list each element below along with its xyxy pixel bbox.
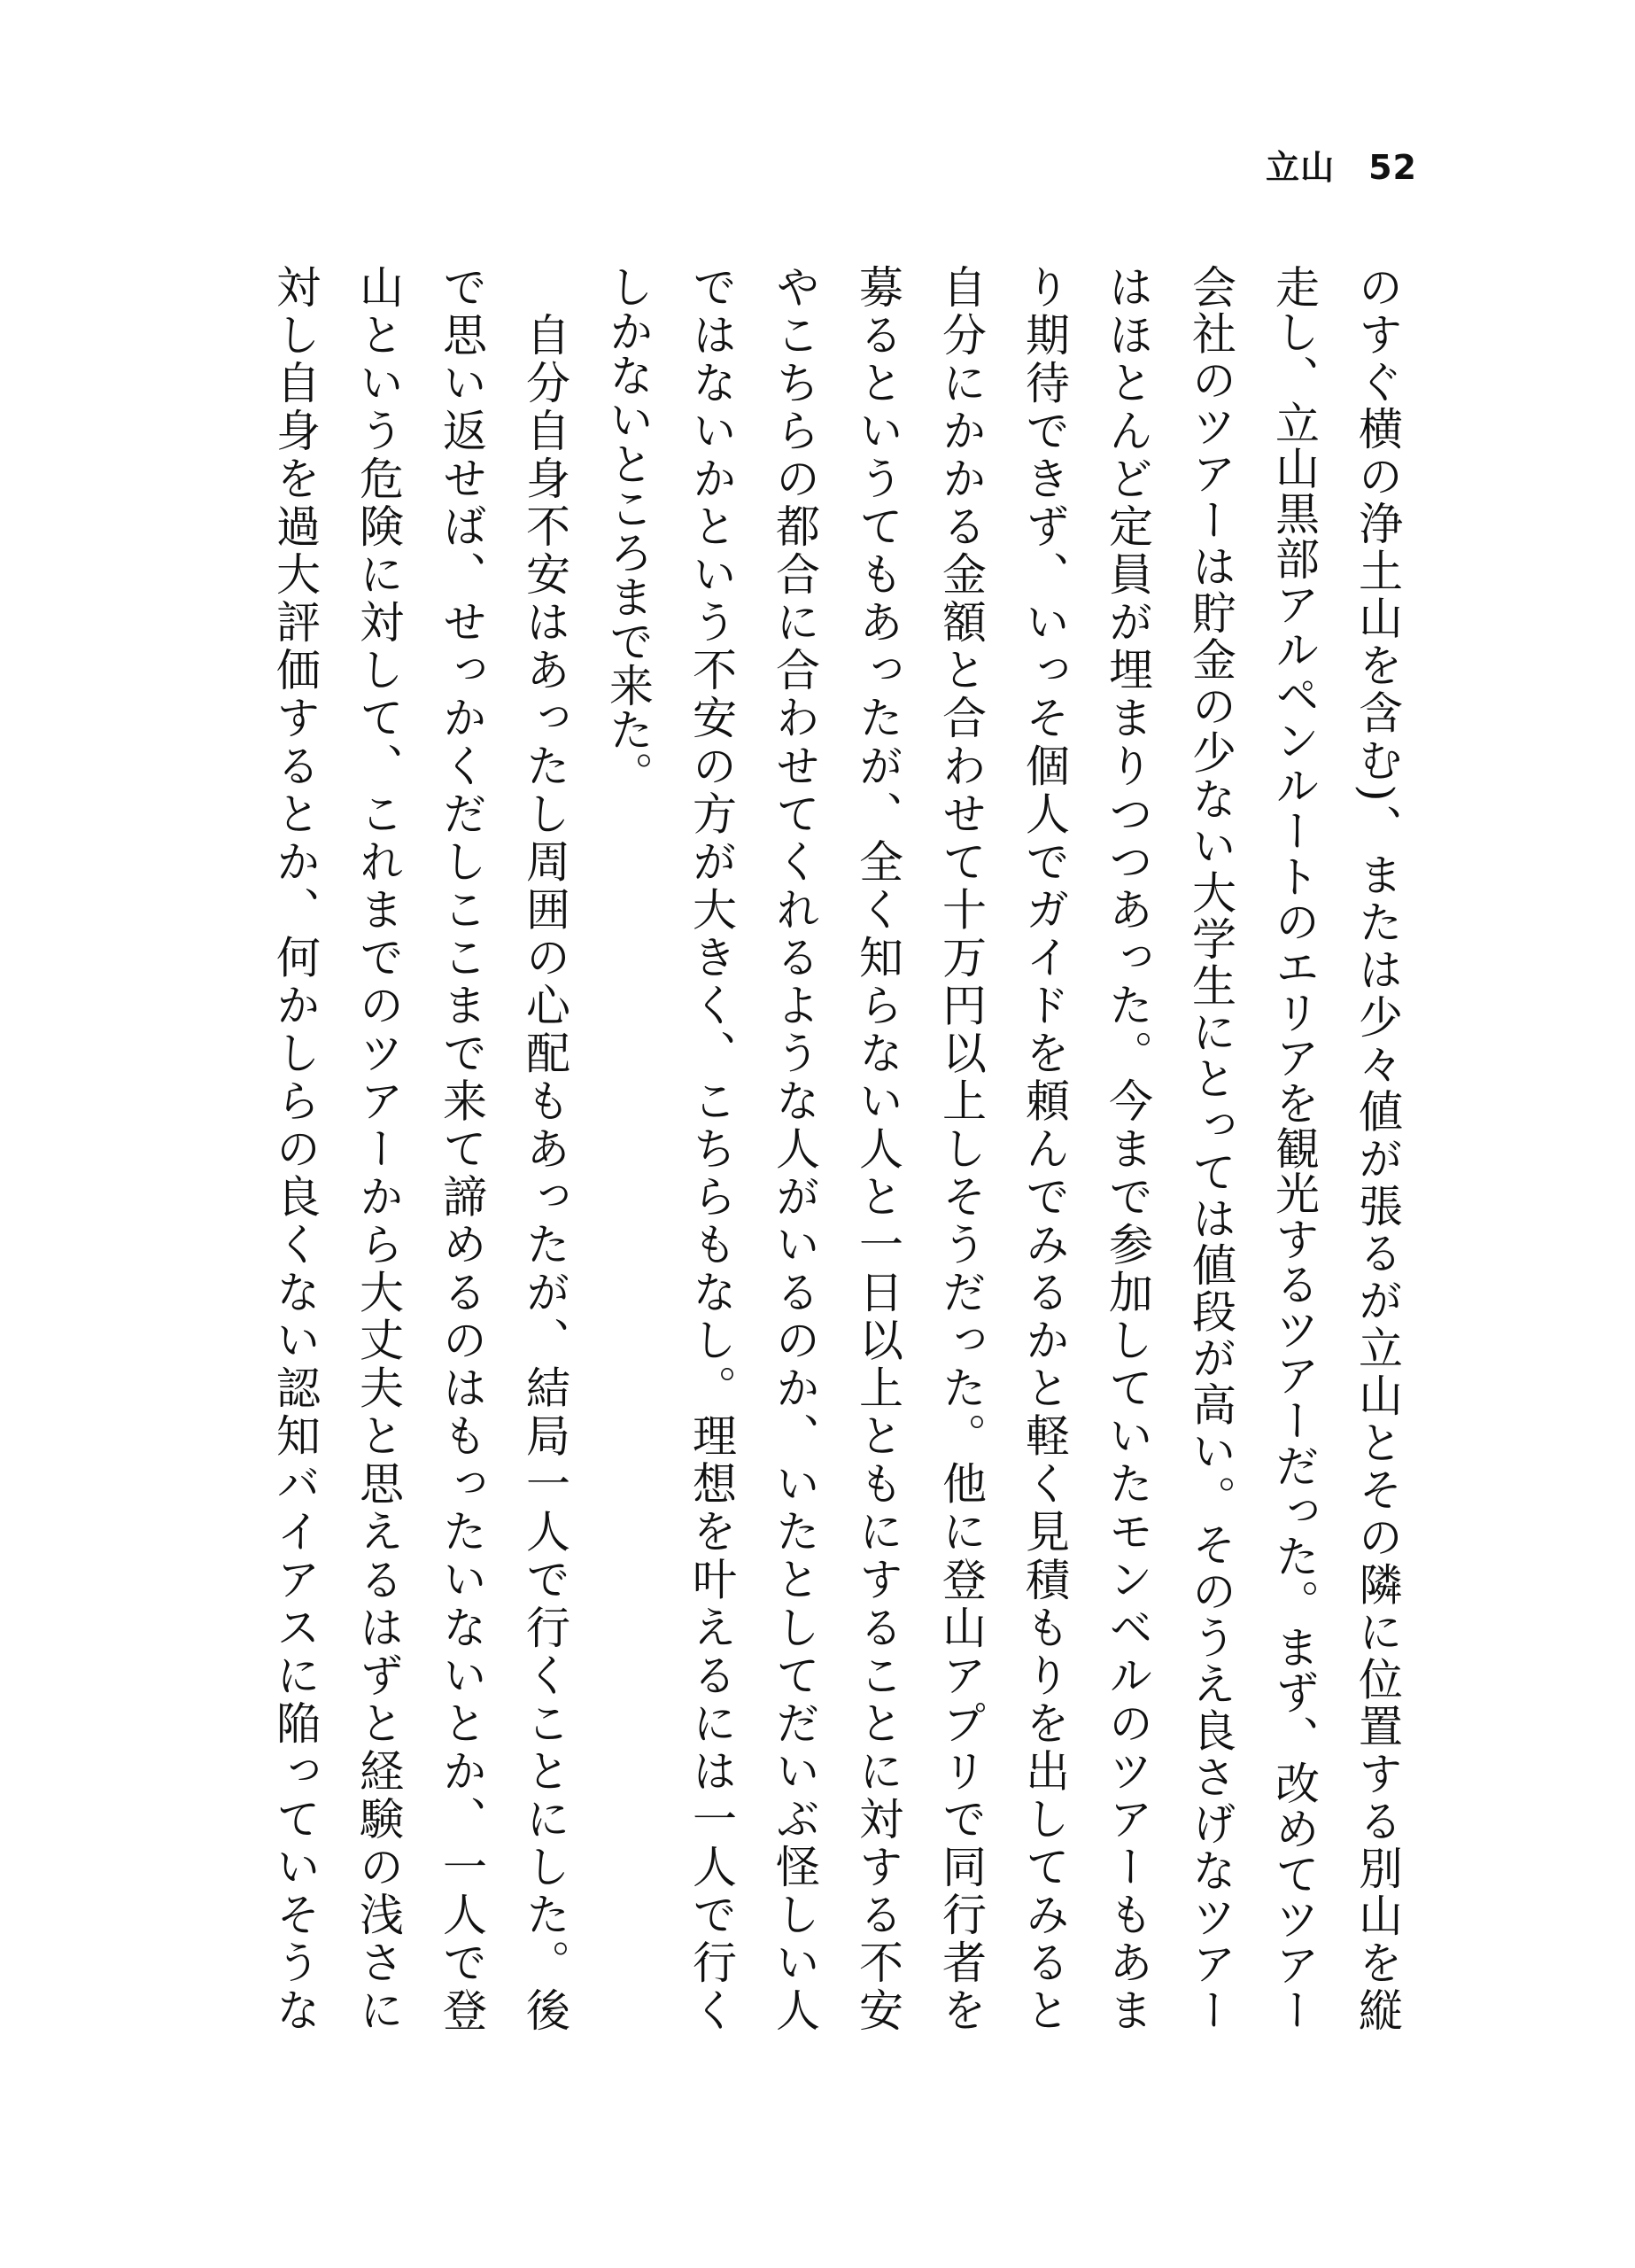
text-column: 会社のツアーは貯金の少ない大学生にとっては値段が高い。そのうえ良さげなツアー xyxy=(1185,264,1236,2031)
text-column: 募るというてもあったが、全く知らない人と一日以上ともにすることに対する不安 xyxy=(852,264,903,2031)
text-column: 走し、立山黒部アルペンルートのエリアを観光するツアーだった。まず、改めてツアー xyxy=(1268,264,1320,2031)
text-column: ではないかという不安の方が大きく、こちらもなし。理想を叶えるには一人で行く xyxy=(686,264,737,2031)
text-column: やこちらの都合に合わせてくれるような人がいるのか、いたとしてだいぶ怪しい人 xyxy=(769,264,820,2031)
page-number: 52 xyxy=(1368,148,1417,187)
text-column: 自分自身不安はあったし周囲の心配もあったが、結局一人で行くことにした。後 xyxy=(519,264,570,2031)
text-column: 対し自身を過大評価するとか、何かしらの良くない認知バイアスに陥っていそうな xyxy=(269,264,321,2031)
text-column: で思い返せば、せっかくだしここまで来て諦めるのはもったいないとか、一人で登 xyxy=(436,264,487,2031)
text-column: 山という危険に対して、これまでのツアーから大丈夫と思えるはずと経験の浅さに xyxy=(353,264,404,2031)
text-column: のすぐ横の浄土山を含む)、または少々値が張るが立山とその隣に位置する別山を縦 xyxy=(1352,264,1403,2031)
chapter-title: 立山 xyxy=(1266,148,1336,187)
text-column: り期待できず、いっそ個人でガイドを頼んでみるかと軽く見積もりを出してみると xyxy=(1019,264,1070,2031)
vertical-text-body xyxy=(253,264,1419,2031)
text-column: はほとんど定員が埋まりつつあった。今まで参加していたモンベルのツアーもあま xyxy=(1102,264,1153,2031)
text-column: 自分にかかる金額と合わせて十万円以上しそうだった。他に登山アプリで同行者を xyxy=(935,264,987,2031)
running-header xyxy=(1240,140,1417,189)
text-column: しかないところまで来た。 xyxy=(602,264,654,796)
